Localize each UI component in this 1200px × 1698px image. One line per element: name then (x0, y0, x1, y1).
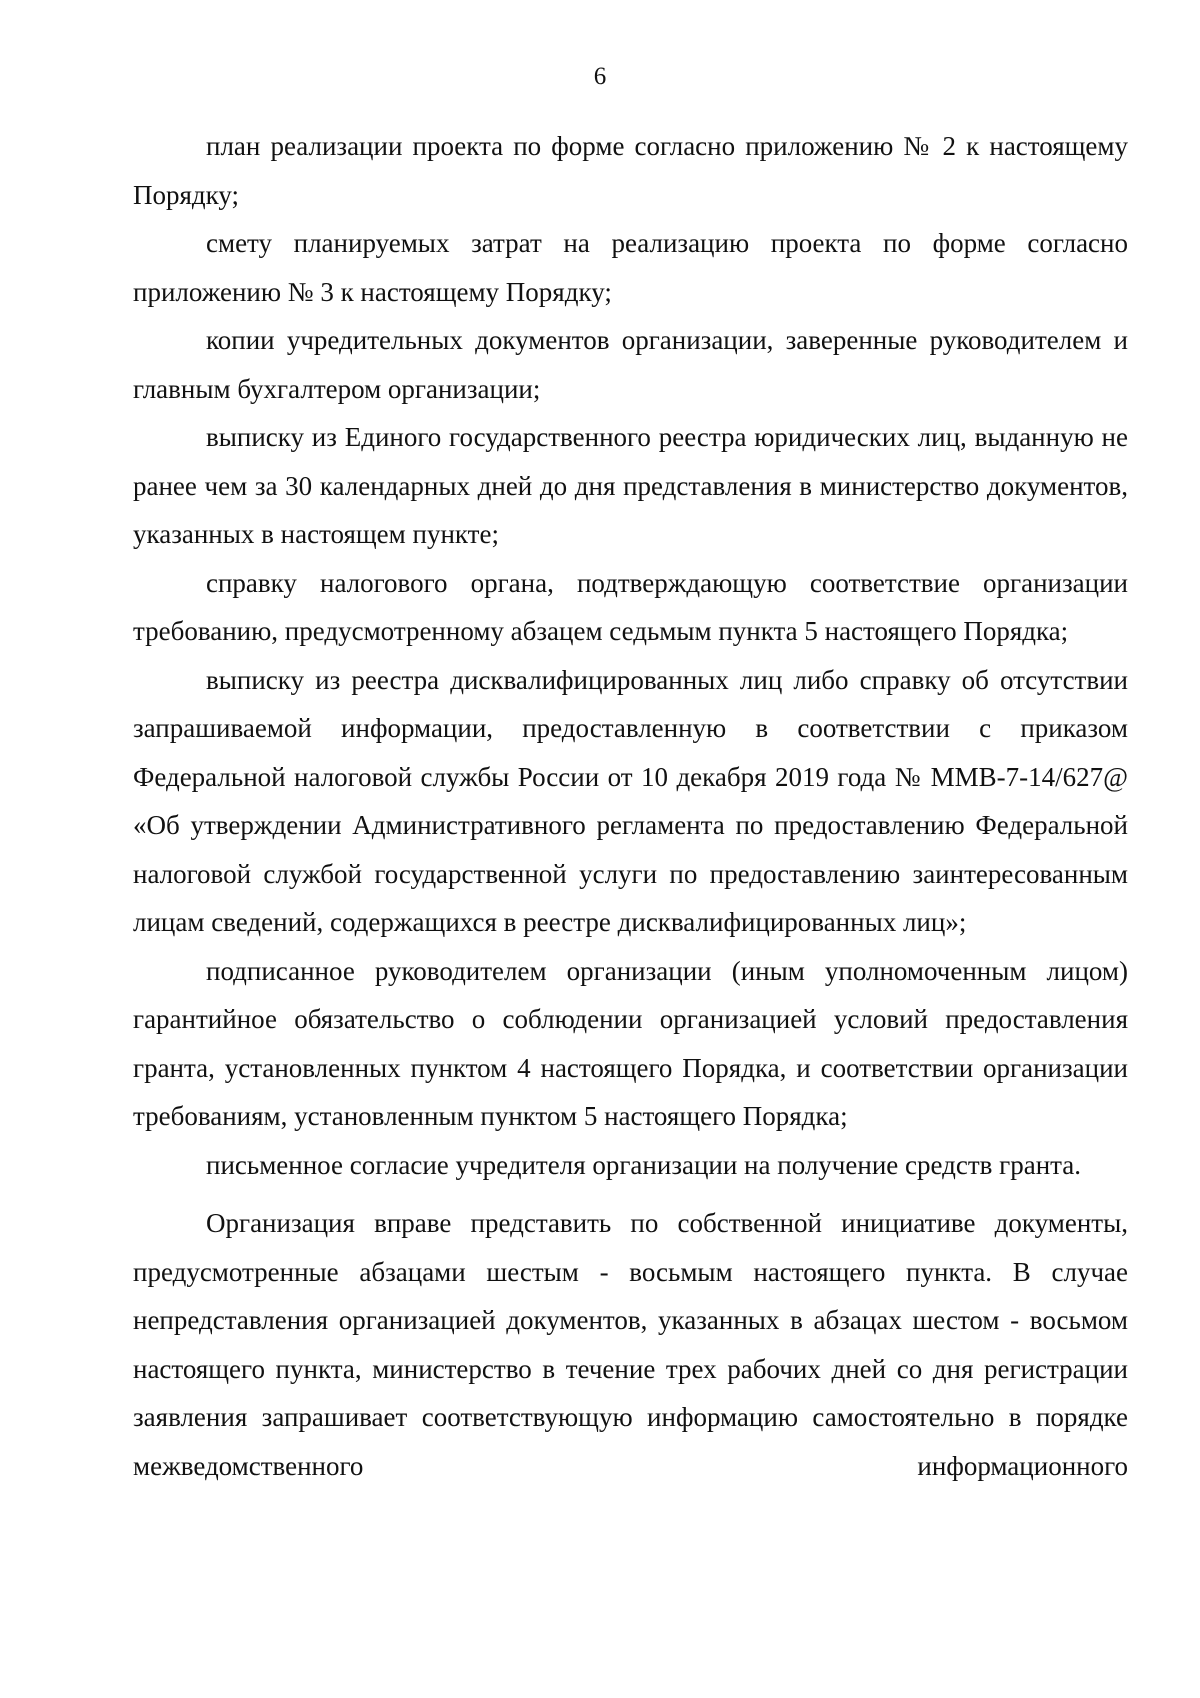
document-body (133, 122, 1128, 1490)
paragraph-founder-consent: письменное согласие учредителя организации на получение средств гранта. (206, 1149, 1082, 1180)
paragraph-cost-estimate: смету планируемых затрат на реализацию проекта по форме согласно приложению № 3 к настоящему Порядку; (133, 228, 1128, 307)
paragraph-guarantee-obligation: подписанное руководителем организации (иным уполномоченным лицом) гарантийное обязательство о соблюдении организацией условий предоставления гранта, установленных пунктом 4 настоящего Порядка, и соответствии организации требованиям, установленным пунктом 5 настоящего Порядка; (133, 955, 1128, 1131)
paragraph-project-plan: план реализации проекта по форме согласно приложению № 2 к настоящему Порядку; (133, 131, 1128, 210)
paragraph-tax-certificate: справку налогового органа, подтверждающую соответствие организации требованию, предусмотренному абзацем седьмым пункта 5 настоящего Порядка; (133, 567, 1128, 646)
paragraph-founding-documents: копии учредительных документов организации, заверенные руководителем и главным бухгалтером организации; (133, 325, 1128, 404)
paragraph-registry-extract: выписку из Единого государственного реестра юридических лиц, выданную не ранее чем за 30 календарных дней до дня представления в министерство документов, указанных в настоящем пункте; (133, 422, 1128, 549)
page-number: 6 (593, 63, 607, 90)
paragraph-organization-rights: Организация вправе представить по собственной инициативе документы, предусмотренные абзацами шестым - восьмым настоящего пункта. В случае непредставления организацией документов, указанных в абзацах шестом - восьмом настоящего пункта, министерство в течение трех рабочих дней со дня регистрации заявления запрашивает соответствующую информацию самостоятельно в порядке межведомственного информационного (133, 1208, 1128, 1481)
paragraph-disqualified-registry: выписку из реестра дисквалифицированных лиц либо справку об отсутствии запрашиваемой информации, предоставленную в соответствии с приказом Федеральной налоговой службы России от 10 декабря 2019 года № ММВ-7-14/627@ «Об утверждении Административного регламента по предоставлению Федеральной налоговой службой государственной услуги по предоставлению заинтересованным лицам сведений, содержащихся в реестре дисквалифицированных лиц»; (133, 664, 1128, 937)
